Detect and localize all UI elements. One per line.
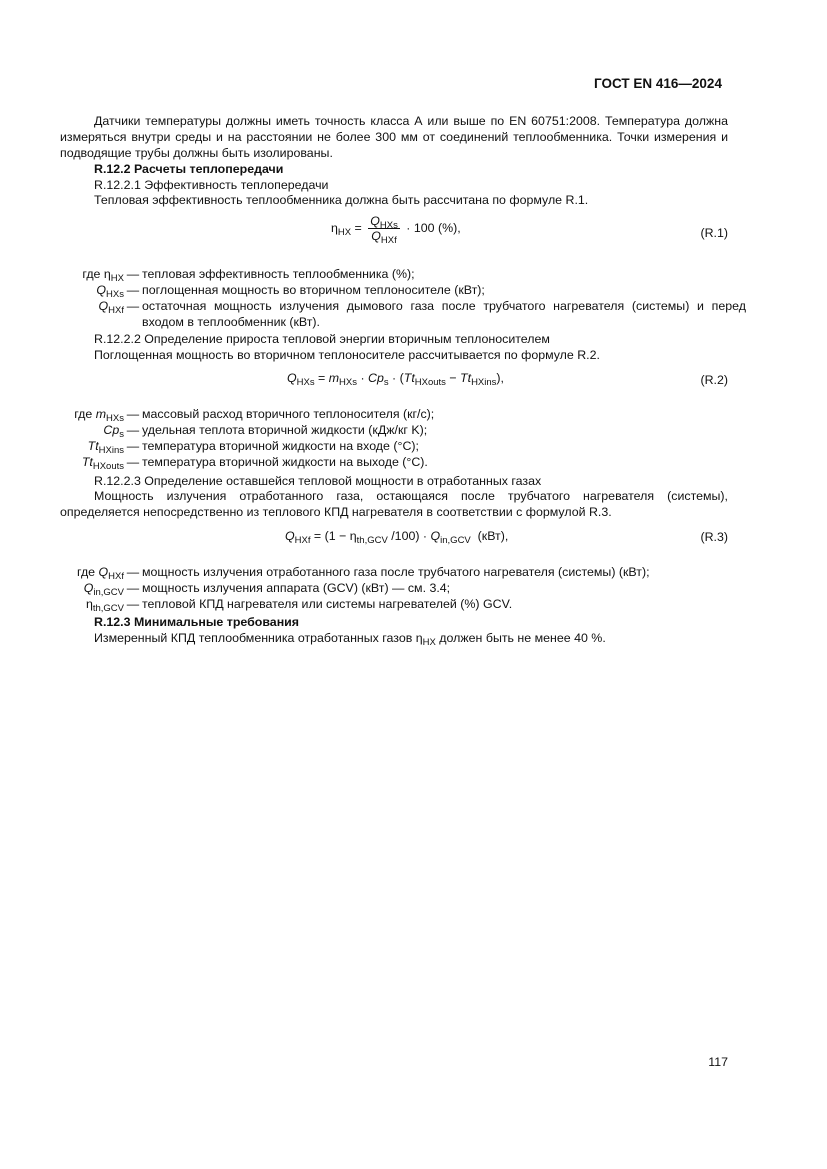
page-number: 117 (708, 1055, 728, 1069)
formula-r1-intro: Тепловая эффективность теплообменника должна быть рассчитана по формуле R.1. (94, 193, 589, 207)
definition-row: $Tt_{HXins}$ — температура вторичной жидкости на входе (°C); (87, 439, 419, 456)
definition-row: где $m_{HXs}$ — массовый расход вторичного теплоносителя (кг/с); (74, 407, 435, 424)
subsection-heading-r1222: R.12.2.2 Определение прироста тепловой энергии вторичным теплоносителем (94, 332, 550, 346)
definition-row: $Q_{HXf}$ — остаточная мощность излучения дымового газа после трубчатого нагревателя (системы) и перед входом в теплообменник (кВт). (98, 299, 746, 329)
definition-row: где $\eta_{HX}$ — тепловая эффективность теплообменника (%); (82, 267, 415, 284)
definitions-r2 (60, 406, 746, 470)
definition-row: $Cp_s$ — удельная теплота вторичной жидкости (кДж/кг K); (103, 423, 428, 440)
formula-r2-intro: Поглощенная мощность во вторичном теплоносителе рассчитывается по формуле R.2. (94, 348, 600, 362)
formula-r2-number: (R.2) (700, 373, 728, 387)
definition-row: $\eta_{th,GCV}$ — тепловой КПД нагревателя или системы нагревателей (%) GCV. (85, 597, 513, 614)
formula-r3-intro: Мощность излучения отработанного газа, остающаяся после трубчатого нагревателя (системы), определяется непосредственно из теплового КПД нагревателя в соответствии с формулой R.3. (60, 489, 728, 519)
definitions-r1 (60, 266, 746, 330)
section-heading-r123: R.12.3 Минимальные требования (94, 615, 300, 629)
formula-r1-fraction: $\frac{Q_{HXs}}{Q_{HXf}}$ (370, 214, 398, 246)
section-heading-r122: R.12.2 Расчеты теплопередачи (94, 162, 284, 176)
definition-row: $Q_{HXs}$ — поглощенная мощность во вторичном теплоносителе (кВт); (96, 283, 485, 300)
formula-r3-number: (R.3) (700, 530, 728, 544)
intro-paragraph: Датчики температуры должны иметь точность класса А или выше по EN 60751:2008. Температура должна измеряться внутри среды и на расстоянии не более 300 мм от соединений теплообменника. Точки измерения и подводящие трубы должны быть изолированы. (60, 114, 728, 160)
definition-row: $Q_{in,GCV}$ — мощность излучения аппарата (GCV) (кВт) — см. 3.4; (83, 581, 451, 598)
definition-row: $Tt_{HXouts}$ — температура вторичной жидкости на выходе (°C). (81, 455, 428, 472)
formula-r1: $\eta_{HX}$ = $\frac{Q_{HXs}}{Q_{HXf}}$ · 100 (%), (331, 214, 461, 246)
subsection-heading-r1221: R.12.2.1 Эффективность теплопередачи (94, 178, 329, 192)
definition-row: где $Q_{HXf}$ — мощность излучения отработанного газа после трубчатого нагревателя (системы) (кВт); (76, 565, 650, 582)
final-requirement: Измеренный КПД теплообменника отработанных газов $\eta_{HX}$ должен быть не менее 40 %. (94, 631, 606, 648)
formula-r3: $Q_{HXf} = (1 - \eta_{th,GCV}$ $/100) \cdot Q_{in,GCV}$ (кВт), (285, 529, 509, 546)
subsection-heading-r1223: R.12.2.3 Определение оставшейся тепловой мощности в отработанных газах (94, 474, 542, 488)
formula-r1-number: (R.1) (700, 226, 728, 240)
document-header: ГОСТ EN 416—2024 (594, 76, 722, 91)
formula-r2: $Q_{HXs} = m_{HXs} \cdot Cp_s \cdot (Tt_{HXouts} - Tt_{HXins})$, (287, 371, 504, 388)
definitions-r3 (60, 564, 746, 612)
